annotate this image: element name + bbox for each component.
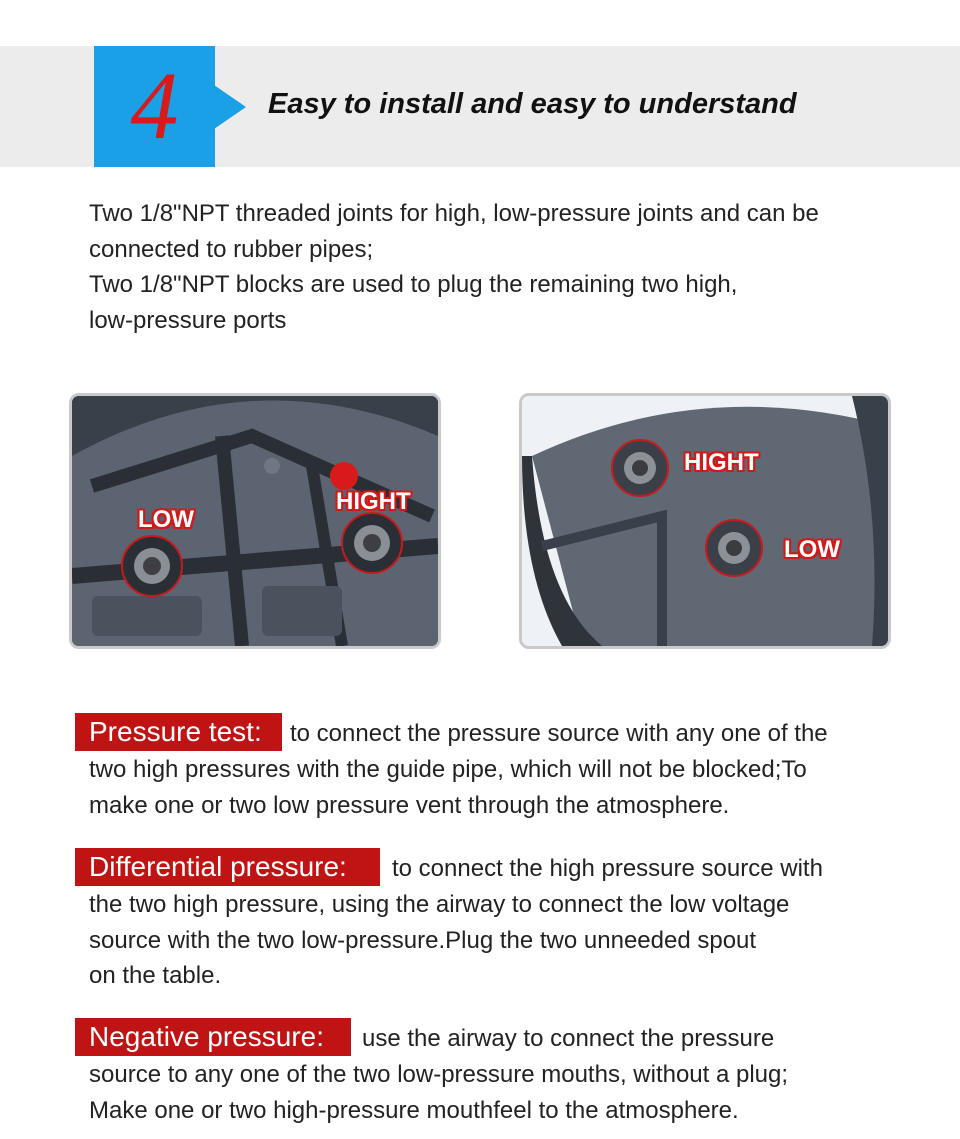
differential-pressure-label: Differential pressure: <box>75 848 380 886</box>
negative-pressure-description <box>89 1057 879 1128</box>
gauge-side-illustration <box>522 396 888 646</box>
section-title: Easy to install and easy to understand <box>268 88 797 120</box>
high-port-label: HIGHT <box>684 449 759 476</box>
low-port-label: LOW <box>138 506 194 533</box>
intro-line: Two 1/8"NPT threaded joints for high, low-pressure joints and can be <box>89 200 819 227</box>
pressure-test-first-line: to connect the pressure source with any one of the <box>290 720 828 747</box>
description-line: source to any one of the two low-pressure mouths, without a plug; <box>89 1061 789 1088</box>
pressure-test-label: Pressure test: <box>75 713 282 751</box>
description-line: on the table. <box>89 962 222 989</box>
description-line: make one or two low pressure vent through the atmosphere. <box>89 791 730 819</box>
differential-pressure-first-line: to connect the high pressure source with <box>392 855 823 882</box>
description-line: the two high pressure, using the airway to connect the low voltage <box>89 891 790 918</box>
pressure-test-description <box>89 752 879 823</box>
low-port-label: LOW <box>784 536 840 563</box>
gauge-back-photo <box>69 393 441 649</box>
high-port-label: HIGHT <box>336 488 411 515</box>
differential-pressure-description <box>89 887 879 994</box>
step-number: 4 <box>130 52 179 159</box>
gauge-side-photo <box>519 393 891 649</box>
description-line: two high pressures with the guide pipe, which will not be blocked;To <box>89 756 807 783</box>
description-line: source with the two low-pressure.Plug the two unneeded spout <box>89 926 757 954</box>
intro-paragraph <box>89 196 889 338</box>
intro-line: Two 1/8"NPT blocks are used to plug the remaining two high, <box>89 271 738 298</box>
intro-line: connected to rubber pipes; <box>89 235 374 263</box>
intro-line: low-pressure ports <box>89 306 287 334</box>
negative-pressure-first-line: use the airway to connect the pressure <box>362 1025 775 1052</box>
step-arrow-icon <box>214 85 246 129</box>
description-line: Make one or two high-pressure mouthfeel to the atmosphere. <box>89 1096 739 1124</box>
gauge-back-illustration <box>72 396 438 646</box>
negative-pressure-label: Negative pressure: <box>75 1018 351 1056</box>
